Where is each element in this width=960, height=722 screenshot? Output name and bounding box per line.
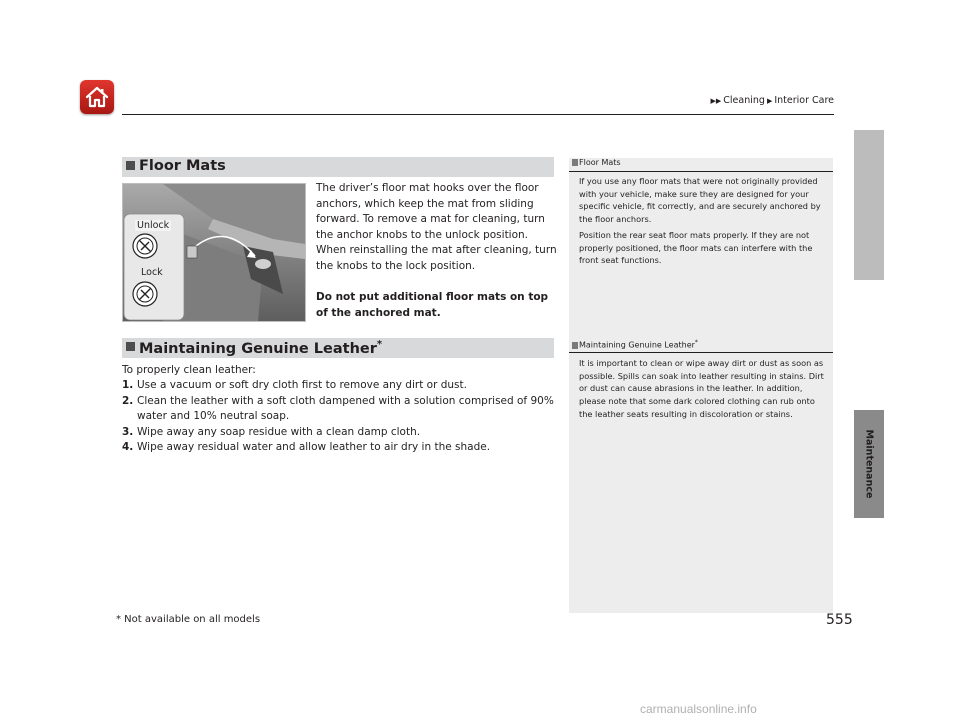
breadcrumb-arrow-icon: ▶▶ [710, 97, 722, 105]
breadcrumb-item-interior-care[interactable]: Interior Care [774, 95, 834, 106]
breadcrumb-arrow-icon: ▶ [766, 97, 773, 105]
section-title-floor-mats: Floor Mats [139, 158, 226, 174]
step-number: 4. [122, 441, 134, 453]
leather-step [122, 425, 554, 441]
floor-mats-body: The driver’s floor mat hooks over the floor anchors, which keep the mat from sliding forward. To remove a mat for cleaning, turn the anchor knobs to the unlock position. When reinstalling the mat after cleaning, turn the knobs to the lock position. [316, 182, 557, 272]
page-number: 555 [826, 612, 853, 628]
breadcrumb [709, 95, 835, 106]
leather-steps [122, 378, 554, 456]
section-square-icon [126, 161, 135, 170]
leather-intro: To properly clean leather: [122, 364, 256, 376]
footnote: * Not available on all models [116, 614, 261, 625]
step-text: Wipe away any soap residue with a clean damp cloth. [137, 425, 421, 438]
availability-mark: * [376, 339, 383, 350]
floor-mats-warning: Do not put additional floor mats on top of the anchored mat. [316, 291, 549, 319]
home-icon [85, 85, 109, 109]
step-text: Use a vacuum or soft dry cloth first to remove any dirt or dust. [137, 379, 467, 391]
section-header-floor-mats [122, 157, 554, 177]
side-tab-label-wrap [854, 410, 884, 518]
side-marker [854, 130, 884, 280]
note-floor-mats-text-2: Position the rear seat floor mats properly. If they are not properly positioned, the floor mats can interfere with the front seat functions. [579, 230, 813, 266]
note-leather-text: It is important to clean or wipe away dirt or dust as soon as possible. Spills can soak into leather resulting in stains. Dirt or dust can cause abrasions in the leather. In addition, please note that some dark colored clothing can rub onto the leather seats resulting in discoloration or stains. [579, 358, 824, 419]
note-floor-mats-text-1: If you use any floor mats that were not originally provided with your vehicle, make sure they are designed for your specific vehicle, fit correctly, and are securely anchored by the floor anchors. [579, 176, 821, 225]
lock-label: Lock [141, 267, 163, 278]
note-title-leather: Maintaining Genuine Leather* [572, 339, 698, 350]
note-rule [569, 171, 833, 172]
note-title-floor-mats: Floor Mats [572, 158, 621, 167]
note-marker-icon [572, 159, 578, 166]
section-header-leather [122, 338, 554, 358]
availability-mark: * [694, 339, 698, 346]
step-text: Wipe away residual water and allow leather to air dry in the shade. [137, 441, 491, 453]
leather-step [122, 394, 554, 425]
section-title-leather: Maintaining Genuine Leather* [139, 339, 383, 357]
step-number: 1. [122, 379, 134, 391]
leather-step [122, 440, 554, 456]
floor-anchor-diagram [123, 184, 305, 321]
home-button[interactable] [80, 80, 114, 114]
unlock-label: Unlock [137, 220, 170, 231]
note-rule [569, 352, 833, 353]
side-tab-label: Maintenance [863, 429, 875, 499]
header-rule [122, 114, 834, 115]
step-number: 2. [122, 394, 134, 407]
floor-mat-illustration [122, 183, 306, 322]
watermark: carmanualsonline.info [640, 702, 757, 716]
leather-step [122, 378, 554, 394]
step-text: Clean the leather with a soft cloth dampened with a solution comprised of 90% water and 10% neutral soap. [137, 394, 554, 422]
section-square-icon [126, 342, 135, 351]
step-number: 3. [122, 425, 134, 438]
note-marker-icon [572, 342, 578, 349]
breadcrumb-item-cleaning[interactable]: Cleaning [723, 95, 765, 106]
